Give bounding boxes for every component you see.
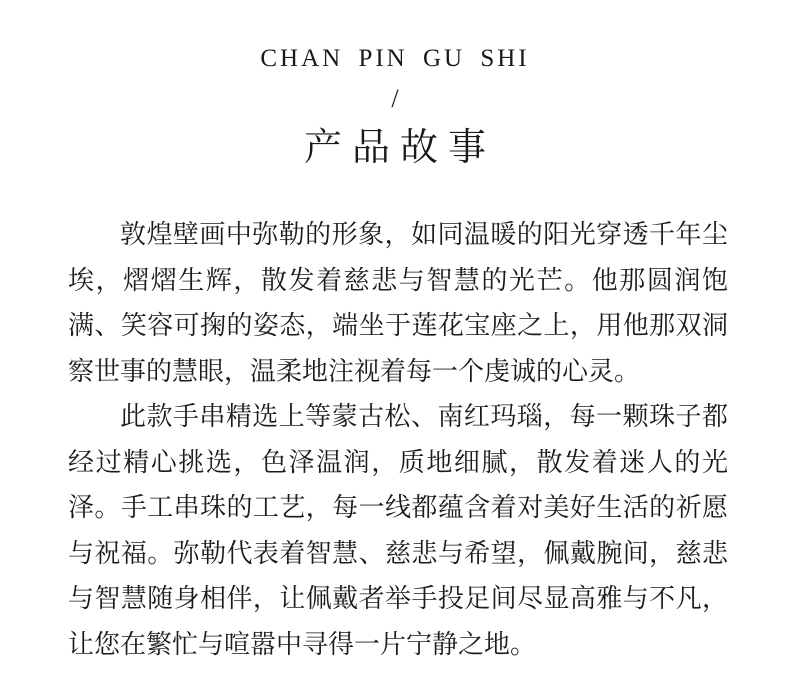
header-divider: / bbox=[391, 84, 399, 113]
story-text bbox=[68, 213, 728, 668]
section-title: 产品故事 bbox=[303, 125, 496, 169]
story-paragraph-1: 敦煌壁画中弥勒的形象，如同温暖的阳光穿透千年尘埃，熠熠生辉，散发着慈悲与智慧的光芒。他那圆润饱满、笑容可掬的姿态，端坐于莲花宝座之上，用他那双洞察世事的慧眼，温柔地注视着每一个虔诚的心灵。 bbox=[68, 220, 728, 387]
section-subtitle-pinyin: CHAN PIN GU SHI bbox=[260, 45, 530, 72]
story-paragraph-2: 此款手串精选上等蒙古松、南红玛瑙，每一颗珠子都经过精心挑选，色泽温润，质地细腻，散发着迷人的光泽。手工串珠的工艺，每一线都蕴含着对美好生活的祈愿与祝福。弥勒代表着智慧、慈悲与希望，佩戴腕间，慈悲与智慧随身相伴，让佩戴者举手投足间尽显高雅与不凡，让您在繁忙与喧嚣中寻得一片宁静之地。 bbox=[68, 402, 728, 660]
